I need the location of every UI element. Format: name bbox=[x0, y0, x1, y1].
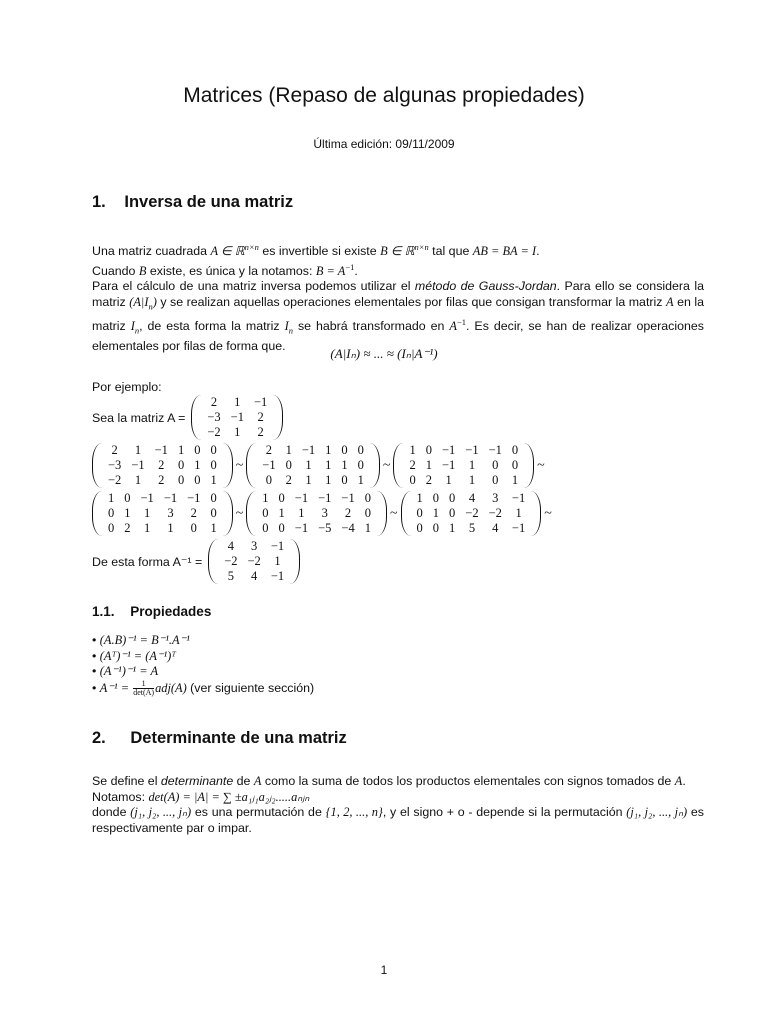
matrix-cell: 2 bbox=[257, 425, 264, 439]
matrix-row bbox=[404, 443, 523, 458]
matrix-cell: −1 bbox=[318, 491, 332, 505]
section-2-text bbox=[92, 774, 704, 836]
matrix-row bbox=[257, 443, 369, 458]
matrix-cell: 1 bbox=[262, 491, 269, 505]
text: , y el signo + o - depende si la permutación bbox=[382, 805, 627, 820]
left-paren bbox=[401, 491, 411, 536]
matrix-a-row bbox=[92, 395, 283, 440]
matrix-cell: −5 bbox=[318, 521, 332, 535]
matrix-a-inverse bbox=[208, 539, 300, 584]
property-formula: adj(A) bbox=[155, 680, 187, 695]
left-paren bbox=[92, 491, 102, 536]
text: tal que bbox=[428, 244, 473, 259]
matrix-body bbox=[219, 539, 289, 584]
left-paren bbox=[92, 443, 102, 488]
text: en la matriz bbox=[92, 295, 704, 334]
math: AB = BA = I bbox=[472, 244, 537, 259]
text: Cuando bbox=[92, 263, 139, 278]
matrix-cell: −1 bbox=[511, 491, 526, 505]
matrix-cell: 1 bbox=[210, 473, 217, 487]
matrix-cell: 0 bbox=[511, 443, 519, 457]
matrix-cell: 1 bbox=[298, 506, 305, 520]
text: , de esta forma la matriz bbox=[139, 319, 285, 334]
matrix-cell: 2 bbox=[158, 458, 165, 472]
matrix-cell: 3 bbox=[167, 506, 174, 520]
math: I bbox=[130, 319, 135, 334]
section-2-heading bbox=[92, 729, 347, 748]
matrix-cell: 0 bbox=[194, 473, 201, 487]
matrix-cell: 0 bbox=[262, 506, 269, 520]
reduction-row-1 bbox=[92, 443, 548, 488]
matrix-cell: 1 bbox=[468, 458, 476, 472]
matrix-ainv-row bbox=[92, 539, 300, 584]
matrix-cell: 1 bbox=[515, 506, 522, 520]
text: Para el cálculo de una matriz inversa podemos utilizar el bbox=[92, 279, 415, 294]
matrix-cell: 0 bbox=[108, 506, 115, 520]
matrix-cell: 2 bbox=[190, 506, 197, 520]
example-label: Por ejemplo: bbox=[92, 380, 162, 394]
matrix-row bbox=[202, 425, 272, 440]
left-paren bbox=[393, 443, 403, 488]
para-permutation bbox=[92, 805, 704, 836]
matrix-cell: 2 bbox=[285, 473, 292, 487]
math: I bbox=[284, 319, 289, 334]
text: y se realizan aquellas operaciones elementales por filas que consigan transformar la matriz bbox=[156, 295, 666, 310]
right-paren bbox=[370, 443, 380, 488]
matrix-cell: 0 bbox=[124, 491, 131, 505]
matrix-cell: 0 bbox=[194, 443, 201, 457]
section-1-text bbox=[92, 240, 704, 355]
text: Notamos: bbox=[92, 789, 149, 804]
matrix-cell: 0 bbox=[511, 458, 519, 472]
matrix-cell: 1 bbox=[325, 443, 332, 457]
matrix-cell: 1 bbox=[416, 491, 423, 505]
matrix-cell: 2 bbox=[265, 443, 273, 457]
math-sub: n bbox=[148, 301, 153, 312]
math-sup: n×n bbox=[244, 242, 259, 252]
matrix-cell: 1 bbox=[432, 506, 440, 520]
matrix-cell: −1 bbox=[270, 569, 285, 583]
section-1-number: 1. bbox=[92, 193, 106, 211]
matrix-a bbox=[191, 395, 283, 440]
matrix-cell: 0 bbox=[210, 506, 217, 520]
matrix-row bbox=[412, 506, 531, 521]
augmented-matrix bbox=[246, 443, 380, 488]
matrix-cell: 5 bbox=[468, 521, 476, 535]
matrix-cell: 0 bbox=[265, 473, 273, 487]
gauss-jordan-equation bbox=[0, 346, 768, 362]
matrix-cell: 3 bbox=[251, 539, 258, 553]
text: . bbox=[682, 774, 686, 788]
matrix-cell: 0 bbox=[432, 521, 440, 535]
matrix-cell: 0 bbox=[210, 443, 217, 457]
matrix-row bbox=[219, 539, 289, 554]
matrix-cell: −3 bbox=[207, 410, 221, 424]
matrix-cell: 0 bbox=[449, 506, 456, 520]
math-sup: n×n bbox=[414, 242, 429, 252]
matrix-cell: 1 bbox=[278, 506, 285, 520]
matrix-cell: 0 bbox=[416, 521, 423, 535]
matrix-row bbox=[404, 458, 523, 473]
right-paren bbox=[290, 539, 300, 584]
text: . bbox=[536, 244, 540, 259]
text: Una matriz cuadrada bbox=[92, 244, 211, 259]
property-formula: (Aᵀ)⁻¹ = (A⁻¹)ᵀ bbox=[99, 648, 177, 663]
equivalence-symbol: ~ bbox=[382, 457, 391, 473]
matrix-row bbox=[103, 506, 222, 521]
matrix-cell: −1 bbox=[131, 458, 145, 472]
equivalence-symbol: ~ bbox=[537, 457, 545, 473]
matrix-cell: 4 bbox=[492, 521, 499, 535]
bullet: • bbox=[92, 633, 97, 647]
matrix-row bbox=[257, 506, 376, 521]
matrix-cell: −1 bbox=[187, 491, 201, 505]
equivalence-symbol: ~ bbox=[544, 505, 552, 521]
matrix-cell: 2 bbox=[425, 473, 432, 487]
matrix-body bbox=[257, 491, 376, 536]
right-paren bbox=[531, 491, 541, 536]
matrix-cell: 1 bbox=[134, 443, 142, 457]
section-1-heading bbox=[92, 193, 293, 212]
reduction-row-2 bbox=[92, 491, 555, 536]
matrix-row bbox=[103, 521, 222, 536]
matrix-cell: 1 bbox=[234, 395, 241, 409]
math: B = A bbox=[315, 263, 346, 278]
equivalence-symbol: ~ bbox=[235, 457, 244, 473]
text: Se define el bbox=[92, 774, 161, 788]
matrix-cell: 1 bbox=[325, 473, 332, 487]
matrix-cell: 2 bbox=[111, 443, 118, 457]
equivalence-symbol: ~ bbox=[235, 505, 244, 521]
text: es respectivamente par o impar. bbox=[92, 805, 704, 835]
math-sub: n bbox=[134, 325, 140, 336]
text: . Es decir, se han de realizar operaciones elementales por filas de forma que. bbox=[92, 319, 704, 354]
matrix-body bbox=[412, 491, 531, 536]
section-2-title: Determinante de una matriz bbox=[130, 729, 347, 747]
matrix-row bbox=[219, 554, 289, 569]
matrix-cell: 1 bbox=[409, 443, 416, 457]
equation-text: (A|Iₙ) ≈ ... ≈ (Iₙ|A⁻¹) bbox=[330, 346, 438, 361]
matrix-cell: −1 bbox=[294, 491, 309, 505]
matrix-row bbox=[257, 521, 376, 536]
matrix-cell: 1 bbox=[305, 473, 312, 487]
matrix-cell: 0 bbox=[285, 458, 292, 472]
matrix-cell: 4 bbox=[468, 491, 476, 505]
matrix-cell: −1 bbox=[230, 410, 244, 424]
matrix-cell: −2 bbox=[247, 554, 261, 568]
matrix-body bbox=[103, 491, 222, 536]
matrix-cell: −1 bbox=[140, 491, 154, 505]
text: se habrá transformado en bbox=[292, 319, 450, 334]
property-formula: (A⁻¹)⁻¹ = A bbox=[99, 664, 159, 679]
property-item bbox=[92, 664, 314, 680]
matrix-cell: 1 bbox=[210, 521, 217, 535]
matrix-cell: −1 bbox=[488, 443, 502, 457]
math-sub: n bbox=[288, 325, 293, 336]
math: B bbox=[138, 263, 147, 278]
matrix-body bbox=[257, 443, 369, 488]
matrix-cell: 1 bbox=[325, 458, 332, 472]
math: A bbox=[674, 774, 683, 788]
page-title: Matrices (Repaso de algunas propiedades) bbox=[183, 84, 585, 107]
matrix-cell: 1 bbox=[364, 521, 371, 535]
matrix-cell: 0 bbox=[432, 491, 440, 505]
bullet: • bbox=[92, 680, 97, 695]
matrix-cell: 4 bbox=[227, 539, 234, 553]
matrix-cell: 2 bbox=[158, 473, 165, 487]
matrix-cell: 3 bbox=[321, 506, 328, 520]
matrix-row bbox=[103, 458, 222, 473]
matrix-cell: 1 bbox=[234, 425, 241, 439]
matrix-cell: 0 bbox=[364, 491, 371, 505]
matrix-row bbox=[103, 491, 222, 506]
page-number: 1 bbox=[380, 963, 388, 977]
text: es invertible si existe bbox=[258, 244, 381, 259]
matrix-cell: 1 bbox=[341, 458, 348, 472]
right-paren bbox=[223, 491, 233, 536]
matrix-cell: 4 bbox=[251, 569, 258, 583]
math-sup: −1 bbox=[345, 261, 355, 272]
para-notation bbox=[92, 790, 704, 806]
matrix-cell: 2 bbox=[409, 458, 416, 472]
matrix-cell: 5 bbox=[227, 569, 234, 583]
para-definition bbox=[92, 240, 704, 260]
matrix-cell: 0 bbox=[262, 521, 269, 535]
property-item bbox=[92, 649, 314, 665]
math: (j₁, j₂, ..., jₙ) bbox=[130, 805, 192, 820]
properties-list bbox=[92, 633, 314, 696]
matrix-cell: 0 bbox=[364, 506, 371, 520]
matrix-cell: 1 bbox=[285, 443, 292, 457]
augmented-matrix bbox=[92, 443, 233, 488]
matrix-cell: 0 bbox=[492, 473, 499, 487]
matrix-cell: 0 bbox=[357, 458, 364, 472]
matrix-cell: 0 bbox=[449, 491, 456, 505]
matrix-cell: 0 bbox=[416, 506, 423, 520]
augmented-matrix bbox=[246, 491, 387, 536]
left-paren bbox=[191, 395, 201, 440]
matrix-row bbox=[257, 491, 376, 506]
fraction-numerator: 1 bbox=[133, 680, 154, 689]
matrix-cell: 2 bbox=[257, 410, 264, 424]
matrix-cell: 0 bbox=[210, 491, 217, 505]
matrix-cell: 1 bbox=[449, 521, 456, 535]
matrix-row bbox=[103, 443, 222, 458]
matrix-cell: −2 bbox=[488, 506, 502, 520]
matrix-cell: 1 bbox=[468, 473, 476, 487]
matrix-cell: −1 bbox=[441, 458, 456, 472]
matrix-cell: −2 bbox=[207, 425, 221, 439]
matrix-row bbox=[202, 410, 272, 425]
matrix-cell: 1 bbox=[134, 473, 142, 487]
matrix-body bbox=[202, 395, 272, 440]
matrix-row bbox=[103, 473, 222, 488]
matrix-cell: 0 bbox=[278, 491, 285, 505]
right-paren bbox=[273, 395, 283, 440]
matrix-row bbox=[257, 473, 369, 488]
matrix-cell: −1 bbox=[270, 539, 285, 553]
matrix-cell: 0 bbox=[177, 458, 185, 472]
matrix-cell: −1 bbox=[301, 443, 316, 457]
augmented-matrix bbox=[92, 491, 233, 536]
math: (A|I bbox=[129, 295, 149, 310]
left-paren bbox=[208, 539, 218, 584]
matrix-cell: 2 bbox=[344, 506, 352, 520]
matrix-cell: 2 bbox=[210, 395, 218, 409]
matrix-cell: 1 bbox=[177, 443, 185, 457]
matrix-cell: −2 bbox=[465, 506, 479, 520]
text: existe, es única y la notamos: bbox=[146, 263, 316, 278]
text: donde bbox=[92, 805, 131, 820]
matrix-cell: 1 bbox=[511, 473, 519, 487]
matrix-row bbox=[412, 491, 531, 506]
matrix-cell: 0 bbox=[278, 521, 285, 535]
left-paren bbox=[246, 443, 256, 488]
matrix-cell: 0 bbox=[341, 443, 348, 457]
last-edit-date: Última edición: 09/11/2009 bbox=[313, 137, 455, 151]
property-item bbox=[92, 680, 314, 696]
math: B ∈ ℝ bbox=[380, 244, 415, 259]
math: A bbox=[253, 774, 262, 788]
matrix-cell: 0 bbox=[108, 521, 115, 535]
emphasis: método de Gauss-Jordan bbox=[414, 279, 557, 294]
matrix-cell: 1 bbox=[357, 473, 364, 487]
section-1-title: Inversa de una matriz bbox=[124, 193, 294, 211]
para-uniqueness bbox=[92, 260, 704, 280]
math: ) bbox=[152, 295, 157, 310]
fraction-denominator: det(A) bbox=[133, 688, 155, 698]
matrix-cell: −1 bbox=[262, 458, 276, 472]
subsection-1-1-title: Propiedades bbox=[130, 604, 212, 619]
bullet: • bbox=[92, 664, 97, 679]
matrix-cell: 1 bbox=[144, 506, 151, 520]
matrix-cell: −1 bbox=[511, 521, 526, 535]
matrix-cell: 1 bbox=[274, 554, 281, 568]
matrix-cell: 1 bbox=[108, 491, 115, 505]
matrix-cell: 2 bbox=[124, 521, 131, 535]
subsection-1-1-number: 1.1. bbox=[92, 604, 115, 619]
matrix-cell: 0 bbox=[425, 443, 432, 457]
determinant-formula: det(A) = |A| = ∑ ±a₁ⱼ₁a₂ⱼ₂.....aₙⱼₙ bbox=[148, 789, 310, 804]
matrix-cell: 3 bbox=[492, 491, 499, 505]
matrix-body bbox=[404, 443, 523, 488]
matrix-cell: −3 bbox=[108, 458, 122, 472]
right-paren bbox=[524, 443, 534, 488]
property-formula: (A.B)⁻¹ = B⁻¹.A⁻¹ bbox=[99, 633, 190, 647]
matrix-row bbox=[257, 458, 369, 473]
matrix-cell: 1 bbox=[194, 458, 201, 472]
matrix-cell: 1 bbox=[425, 458, 432, 472]
matrix-cell: 1 bbox=[144, 521, 151, 535]
subsection-1-1-heading bbox=[92, 604, 211, 619]
matrix-cell: −2 bbox=[224, 554, 238, 568]
math: (j₁, j₂, ..., jₙ) bbox=[626, 805, 688, 820]
matrix-cell: −1 bbox=[294, 521, 309, 535]
right-paren bbox=[377, 491, 387, 536]
math: A bbox=[449, 319, 457, 334]
matrix-cell: −1 bbox=[465, 443, 479, 457]
matrix-cell: 0 bbox=[409, 473, 416, 487]
emphasis: determinante bbox=[160, 774, 234, 788]
matrix-cell: −1 bbox=[441, 443, 456, 457]
section-2-number: 2. bbox=[92, 729, 106, 747]
text: . bbox=[354, 263, 358, 278]
matrix-a-label: Sea la matriz A = bbox=[92, 410, 186, 425]
para-gauss-jordan bbox=[92, 279, 704, 354]
text: como la suma de todos los productos elementales con signos tomados de bbox=[261, 774, 675, 788]
text: es una permutación de bbox=[191, 805, 326, 820]
augmented-matrix bbox=[393, 443, 534, 488]
fraction bbox=[133, 680, 154, 697]
matrix-row bbox=[404, 473, 523, 488]
property-item bbox=[92, 633, 314, 649]
para-determinant-definition bbox=[92, 774, 704, 790]
math: {1, 2, ..., n} bbox=[325, 805, 383, 820]
matrix-cell: 0 bbox=[190, 521, 197, 535]
matrix-cell: −2 bbox=[108, 473, 122, 487]
math: A ∈ ℝ bbox=[210, 244, 245, 259]
matrix-row bbox=[219, 569, 289, 584]
matrix-cell: 0 bbox=[341, 473, 348, 487]
matrix-cell: 0 bbox=[492, 458, 499, 472]
matrix-cell: −1 bbox=[253, 395, 268, 409]
matrix-cell: 1 bbox=[445, 473, 452, 487]
matrix-cell: 0 bbox=[357, 443, 364, 457]
matrix-cell: 1 bbox=[305, 458, 312, 472]
property-note: (ver siguiente sección) bbox=[186, 680, 315, 695]
matrix-ainv-label: De esta forma A⁻¹ = bbox=[92, 555, 203, 569]
matrix-cell: −1 bbox=[163, 491, 178, 505]
matrix-row bbox=[202, 395, 272, 410]
matrix-cell: −4 bbox=[341, 521, 355, 535]
matrix-cell: 0 bbox=[177, 473, 185, 487]
matrix-body bbox=[103, 443, 222, 488]
matrix-cell: 1 bbox=[124, 506, 131, 520]
matrix-cell: −1 bbox=[154, 443, 168, 457]
left-paren bbox=[246, 491, 256, 536]
text: . Para ello se considera la matriz bbox=[92, 279, 704, 310]
matrix-cell: 1 bbox=[167, 521, 174, 535]
matrix-cell: 0 bbox=[210, 458, 217, 472]
equivalence-symbol: ~ bbox=[389, 505, 398, 521]
property-formula: A⁻¹ = bbox=[99, 680, 133, 695]
math-sup: −1 bbox=[456, 317, 467, 328]
matrix-row bbox=[412, 521, 531, 536]
math: A bbox=[665, 295, 674, 310]
matrix-cell: −1 bbox=[341, 491, 355, 505]
augmented-matrix bbox=[401, 491, 542, 536]
bullet: • bbox=[92, 648, 97, 663]
right-paren bbox=[223, 443, 233, 488]
text: de bbox=[233, 774, 254, 788]
